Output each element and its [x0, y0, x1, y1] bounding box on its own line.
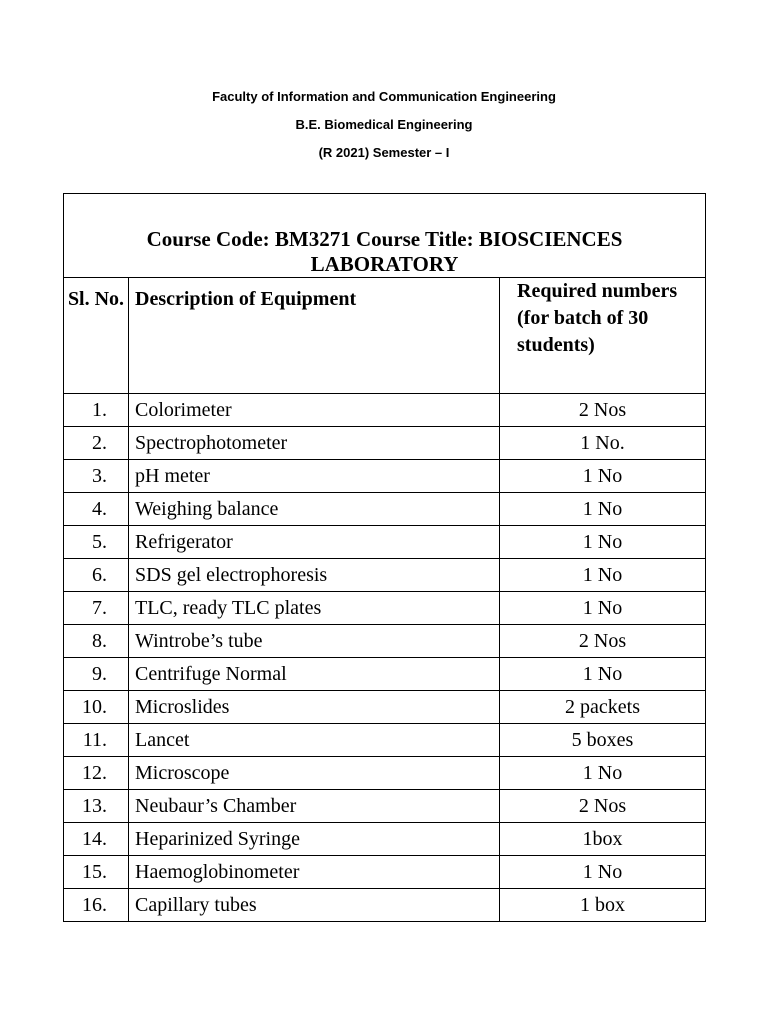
cell-description: TLC, ready TLC plates [129, 592, 500, 625]
program-heading: B.E. Biomedical Engineering [295, 117, 473, 132]
table-row [64, 724, 706, 757]
cell-sl-no: 2. [64, 427, 129, 460]
cell-description: Spectrophotometer [129, 427, 500, 460]
table-header-row [64, 278, 706, 394]
cell-description: Microslides [129, 691, 500, 724]
cell-description: SDS gel electrophoresis [129, 559, 500, 592]
cell-sl-no: 12. [64, 757, 129, 790]
table-title-row [64, 194, 706, 278]
cell-sl-no: 5. [64, 526, 129, 559]
table-row [64, 757, 706, 790]
cell-sl-no: 8. [64, 625, 129, 658]
cell-required-numbers: 1 No. [500, 427, 706, 460]
cell-sl-no: 3. [64, 460, 129, 493]
cell-description: Wintrobe’s tube [129, 625, 500, 658]
cell-sl-no: 16. [64, 889, 129, 922]
table-row [64, 790, 706, 823]
cell-required-numbers: 2 Nos [500, 394, 706, 427]
cell-description: Heparinized Syringe [129, 823, 500, 856]
cell-sl-no: 9. [64, 658, 129, 691]
course-title: Course Code: BM3271 Course Title: BIOSCIENCES LABORATORY [146, 227, 623, 276]
cell-required-numbers: 5 boxes [500, 724, 706, 757]
table-row [64, 493, 706, 526]
table-row [64, 460, 706, 493]
cell-sl-no: 4. [64, 493, 129, 526]
cell-description: Capillary tubes [129, 889, 500, 922]
cell-description: Colorimeter [129, 394, 500, 427]
table-row [64, 394, 706, 427]
equipment-table [63, 193, 706, 922]
table-row [64, 691, 706, 724]
semester-heading: (R 2021) Semester – I [318, 145, 450, 160]
table-row [64, 856, 706, 889]
table-row [64, 526, 706, 559]
cell-required-numbers: 1 No [500, 592, 706, 625]
cell-required-numbers: 1 No [500, 526, 706, 559]
cell-required-numbers: 2 Nos [500, 625, 706, 658]
cell-description: Centrifuge Normal [129, 658, 500, 691]
table-row [64, 625, 706, 658]
cell-sl-no: 7. [64, 592, 129, 625]
table-row [64, 592, 706, 625]
cell-description: Haemoglobinometer [129, 856, 500, 889]
cell-sl-no: 14. [64, 823, 129, 856]
cell-sl-no: 13. [64, 790, 129, 823]
table-row [64, 823, 706, 856]
cell-required-numbers: 1 No [500, 559, 706, 592]
table-row [64, 559, 706, 592]
cell-description: Lancet [129, 724, 500, 757]
cell-sl-no: 15. [64, 856, 129, 889]
cell-required-numbers: 2 packets [500, 691, 706, 724]
cell-sl-no: 1. [64, 394, 129, 427]
cell-sl-no: 10. [64, 691, 129, 724]
cell-required-numbers: 1 No [500, 493, 706, 526]
column-header-description: Description of Equipment [129, 278, 500, 394]
table-row [64, 889, 706, 922]
cell-description: Neubaur’s Chamber [129, 790, 500, 823]
cell-required-numbers: 1 No [500, 658, 706, 691]
cell-description: Microscope [129, 757, 500, 790]
cell-description: pH meter [129, 460, 500, 493]
faculty-heading: Faculty of Information and Communication Engineering [212, 89, 556, 104]
cell-required-numbers: 2 Nos [500, 790, 706, 823]
cell-sl-no: 6. [64, 559, 129, 592]
cell-required-numbers: 1 box [500, 889, 706, 922]
cell-description: Refrigerator [129, 526, 500, 559]
table-row [64, 427, 706, 460]
column-header-required-numbers: Required numbers (for batch of 30 students) [500, 278, 706, 394]
cell-required-numbers: 1 No [500, 757, 706, 790]
cell-sl-no: 11. [64, 724, 129, 757]
course-title-cell [64, 194, 706, 278]
cell-description: Weighing balance [129, 493, 500, 526]
cell-required-numbers: 1 No [500, 856, 706, 889]
cell-required-numbers: 1 No [500, 460, 706, 493]
cell-required-numbers: 1box [500, 823, 706, 856]
table-row [64, 658, 706, 691]
column-header-sl-no: Sl. No. [64, 278, 129, 394]
